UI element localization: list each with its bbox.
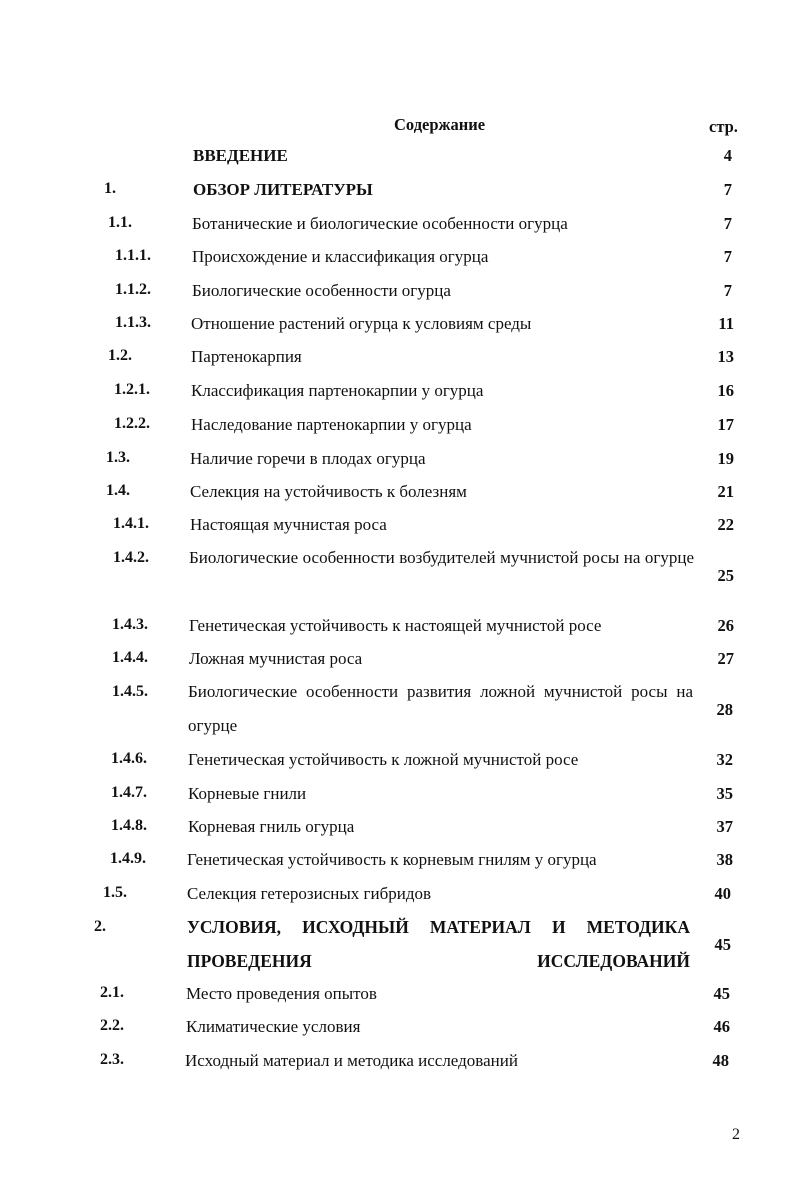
- toc-entry-page: 22: [717, 515, 734, 534]
- toc-entry-page: 45: [714, 935, 731, 954]
- toc-entry-page: 25: [717, 566, 734, 585]
- toc-entry-title: Настоящая мучнистая роса: [190, 515, 387, 534]
- toc-entry-title: Биологические особенности огурца: [192, 281, 451, 300]
- toc-entry-number: 1.1.: [108, 214, 132, 231]
- toc-entry-title: Отношение растений огурца к условиям среды: [191, 314, 532, 333]
- toc-entry-number: 2.2.: [100, 1017, 124, 1034]
- toc-entry-page: 4: [723, 146, 732, 165]
- toc-entry-title: Исходный материал и методика исследований: [185, 1051, 518, 1070]
- toc-entry-page: 40: [714, 884, 731, 903]
- toc-entry-title: Корневая гниль огурца: [188, 817, 355, 836]
- toc-entry-number: 1.4.: [106, 482, 130, 499]
- toc-entry-page: 27: [717, 649, 734, 668]
- page-column-heading: стр.: [709, 117, 738, 136]
- toc-entry-title: Ботанические и биологические особенности огурца: [192, 214, 568, 233]
- toc-entry-title: Ложная мучнистая роса: [189, 649, 363, 668]
- toc-entry-page: 11: [718, 314, 734, 333]
- toc-entry-number: 1.4.2.: [113, 549, 149, 566]
- toc-entry-number: 1.4.5.: [112, 683, 148, 700]
- toc-entry-number: 1.3.: [106, 449, 130, 466]
- toc-entry-page: 32: [716, 750, 733, 769]
- toc-entry-page: 48: [712, 1051, 729, 1070]
- toc-entry-page: 7: [723, 180, 732, 199]
- toc-entry-page: 7: [723, 214, 732, 233]
- toc-entry-number: 1.1.3.: [115, 314, 151, 331]
- toc-entry-title: ВВЕДЕНИЕ: [193, 146, 288, 165]
- toc-entry-page: 17: [717, 415, 734, 434]
- toc-entry-title: Генетическая устойчивость к ложной мучнистой росе: [188, 750, 579, 769]
- toc-entry-number: 1.2.: [108, 347, 132, 364]
- toc-entry-number: 1.4.9.: [110, 850, 146, 867]
- toc-entry-title: ОБЗОР ЛИТЕРАТУРЫ: [193, 180, 373, 199]
- toc-entry-number: 1.: [104, 180, 116, 197]
- toc-heading: Содержание: [394, 115, 486, 134]
- toc-entry-number: 1.1.1.: [115, 247, 151, 264]
- toc-entry-number: 1.4.3.: [112, 616, 148, 633]
- toc-entry-title: Селекция гетерозисных гибридов: [187, 884, 432, 903]
- toc-entry-title: Корневые гнили: [188, 784, 307, 803]
- toc-entry-page: 46: [713, 1017, 730, 1036]
- toc-entry-title: Классификация партенокарпии у огурца: [191, 381, 484, 400]
- toc-entry-number: 1.4.4.: [112, 649, 148, 666]
- toc-entry-title: Генетическая устойчивость к настоящей мучнистой росе: [189, 616, 602, 635]
- page-number: 2: [732, 1126, 740, 1143]
- toc-entry-page: 13: [717, 347, 734, 366]
- toc-entry-title: Наследование партенокарпии у огурца: [191, 415, 472, 434]
- toc-entry-title: Климатические условия: [186, 1017, 361, 1036]
- toc-entry-number: 2.3.: [100, 1051, 124, 1068]
- toc-entry-title: Биологические особенности развития ложной мучнистой росы на огурце: [188, 682, 693, 735]
- toc-entry-number: 1.5.: [103, 884, 127, 901]
- toc-entry-number: 2.: [94, 918, 106, 935]
- toc-entry-number: 1.2.1.: [114, 381, 150, 398]
- toc-entry-number: 1.4.1.: [113, 515, 149, 532]
- toc-entry-title: Место проведения опытов: [186, 984, 377, 1003]
- toc-entry-title: Партенокарпия: [191, 347, 302, 366]
- toc-entry-page: 21: [717, 482, 734, 501]
- toc-entry-title: Селекция на устойчивость к болезням: [190, 482, 467, 501]
- toc-entry-page: 37: [716, 817, 733, 836]
- toc-entry-number: 1.4.7.: [111, 784, 147, 801]
- toc-entry-page: 7: [723, 247, 732, 266]
- toc-entry-number: 1.4.8.: [111, 817, 147, 834]
- toc-entry-number: 1.4.6.: [111, 750, 147, 767]
- toc-entry-page: 7: [723, 281, 732, 300]
- toc-entry-page: 26: [717, 616, 734, 635]
- toc-entry-title: УСЛОВИЯ, ИСХОДНЫЙ МАТЕРИАЛ И МЕТОДИКА ПРОВЕДЕНИЯ ИССЛЕДОВАНИЙ: [187, 917, 690, 971]
- toc-entry-number: 1.2.2.: [114, 415, 150, 432]
- toc-entry-title: Наличие горечи в плодах огурца: [190, 449, 426, 468]
- toc-entry-title: Происхождение и классификация огурца: [192, 247, 489, 266]
- toc-entry-page: 16: [717, 381, 734, 400]
- toc-entry-page: 45: [713, 984, 730, 1003]
- toc-entry-page: 28: [716, 700, 733, 719]
- toc-entry-number: 1.1.2.: [115, 281, 151, 298]
- toc-entry-title: Генетическая устойчивость к корневым гнилям у огурца: [187, 850, 597, 869]
- toc-entry-number: 2.1.: [100, 984, 124, 1001]
- toc-entry-page: 19: [717, 449, 734, 468]
- toc-entry-title: Биологические особенности возбудителей мучнистой росы на огурце: [189, 548, 694, 567]
- toc-entry-page: 38: [716, 850, 733, 869]
- toc-entry-page: 35: [716, 784, 733, 803]
